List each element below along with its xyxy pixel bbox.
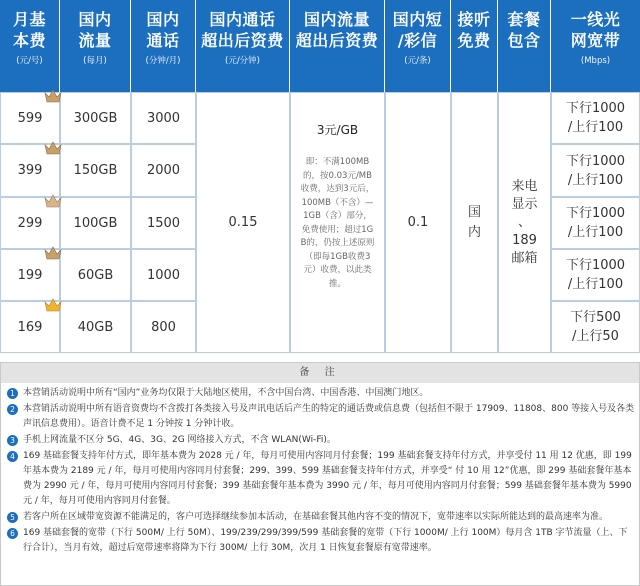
crown-icon — [44, 140, 62, 156]
row-fee: 599 — [0, 92, 60, 144]
notes-title: 备 注 — [1, 363, 639, 383]
header-minutes: 国内 通话 (分钟/月) — [131, 0, 196, 92]
header-sms: 国内短 /彩信 (元/条) — [385, 0, 451, 92]
note-item: 1 本营销活动说明中所有“国内”业务均仅限于大陆地区使用，不含中国台湾、中国香港、中国澳门地区。 — [1, 386, 639, 401]
note-item: 5 若客户所在区域带宽资源不能满足的，客户可选择继续参加本活动，在基础套餐其他内容不变的情况下，宽带速率以实际所能达到的最高速率为准。 — [1, 510, 639, 525]
crown-icon — [44, 297, 62, 313]
crown-icon — [44, 88, 62, 104]
header-data-overage: 国内流量 超出后资费 — [290, 0, 385, 92]
row-minutes: 800 — [131, 301, 196, 353]
sms-cell: 0.1 — [385, 92, 451, 353]
header-data: 国内 流量 (每月) — [60, 0, 131, 92]
note-item: 6 169 基础套餐的宽带（下行 500M/ 上行 50M）、199/239/299/399/599 基础套餐的宽带（下行 1000M/ 上行 100M）每月含 1TB 字节流量（上、下行合计），当月有效，超过后宽带速率将降为下行 300M/ 上行 30M，次月 1 日恢复套餐原有宽带速率。 — [1, 526, 639, 556]
note-number: 5 — [7, 512, 18, 523]
row-data: 150GB — [60, 144, 131, 197]
notes-panel — [0, 362, 640, 586]
header-package-includes: 套餐 包含 — [498, 0, 551, 92]
row-minutes: 3000 — [131, 92, 196, 144]
row-broadband: 下行1000 /上行100 — [551, 197, 640, 249]
header-monthly-fee: 月基 本费 (元/号) — [0, 0, 60, 92]
row-fee: 299 — [0, 197, 60, 249]
row-fee: 399 — [0, 144, 60, 197]
crown-icon — [44, 245, 62, 261]
note-number: 4 — [7, 451, 18, 462]
header-free-answer: 接听 免费 — [451, 0, 498, 92]
row-broadband: 下行1000 /上行100 — [551, 92, 640, 144]
note-number: 3 — [7, 435, 18, 446]
crown-icon — [44, 193, 62, 209]
note-number: 6 — [7, 528, 18, 539]
note-item: 2 本营销活动说明中所有语音资费均不含拨打各类接入号及声讯电话后产生的特定的通话费或信息费（包括但不限于 17909、11808、800 等接入号及各类声讯信息费用）。语音计费不足 1 分钟按 1 分钟计收。 — [1, 402, 639, 432]
data-overage-cell — [290, 92, 385, 353]
row-minutes: 1000 — [131, 249, 196, 301]
data-overage-detail: 即：不满100MB的，按0.03元/MB收费，达到3元后，100MB（不含）—1GB（含）部分，免费使用；超过1GB的，仍按上述原则（即每1GB收费3元）收费，以此类推。 — [300, 157, 375, 289]
header-call-overage: 国内通话 超出后资费 (元/分钟) — [196, 0, 290, 92]
row-fee: 199 — [0, 249, 60, 301]
note-item: 4 169 基础套餐支持年付方式，即年基本费为 2028 元 / 年，每月可使用内容同月付套餐；199 基础套餐支持年付方式，并享受付 11 用 12 优惠，即 199 年基本费为 2189 元 / 年，每月可使用内容同月付套餐；299、399、599 基础套餐支持年付方式，并享受“ 付 10 用 12”优惠，即 299 基础套餐年基本费为 2990 元 / 年，每月可使用内容同月付套餐；399 基础套餐年基本费为 3990 元 / 年，每月可使用内容同月付套餐；599 基础套餐年基本费为 5990 元 / 年，每月可使用内容同月付套餐。 — [1, 449, 639, 509]
call-overage-cell: 0.15 — [196, 92, 290, 353]
row-minutes: 2000 — [131, 144, 196, 197]
data-overage-title: 3元/GB — [316, 123, 359, 137]
row-data: 40GB — [60, 301, 131, 353]
row-minutes: 1500 — [131, 197, 196, 249]
note-item: 3 手机上网流量不区分 5G、4G、3G、2G 网络接入方式，不含 WLAN(Wi-Fi)。 — [1, 433, 639, 448]
free-answer-cell: 国 内 — [451, 92, 498, 353]
row-data: 60GB — [60, 249, 131, 301]
note-number: 2 — [7, 404, 18, 415]
row-data: 300GB — [60, 92, 131, 144]
row-data: 100GB — [60, 197, 131, 249]
package-includes-cell: 来电 显示 、 189 邮箱 — [498, 92, 551, 353]
row-broadband: 下行1000 /上行100 — [551, 249, 640, 301]
row-fee: 169 — [0, 301, 60, 353]
row-broadband: 下行500 /上行50 — [551, 301, 640, 353]
header-broadband: 一线光 网宽带 (Mbps) — [551, 0, 640, 92]
row-broadband: 下行1000 /上行100 — [551, 144, 640, 197]
note-number: 1 — [7, 388, 18, 399]
